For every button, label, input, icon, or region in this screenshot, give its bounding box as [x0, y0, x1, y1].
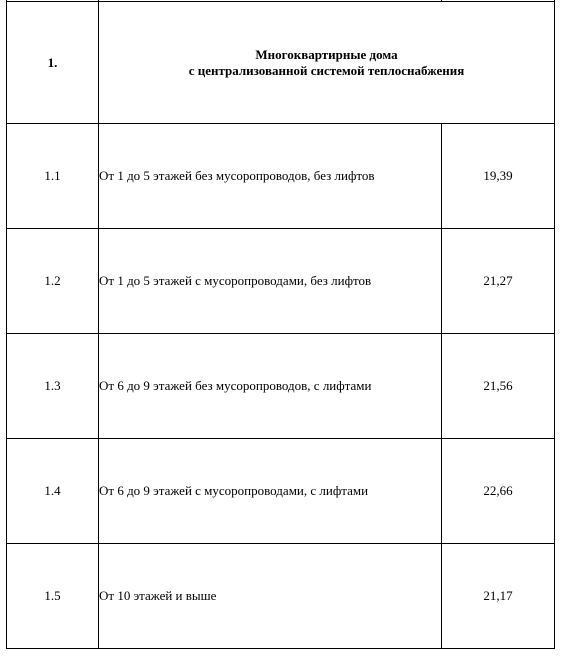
table-row [7, 334, 555, 439]
row-description: От 10 этажей и выше [99, 544, 442, 649]
tariff-table [6, 0, 555, 649]
row-value: 21,17 [442, 544, 555, 649]
section-title [99, 2, 555, 124]
table-row [7, 544, 555, 649]
row-number: 1.1 [7, 124, 99, 229]
row-value: 21,27 [442, 229, 555, 334]
table-row [7, 439, 555, 544]
row-number: 1.2 [7, 229, 99, 334]
row-number: 1.5 [7, 544, 99, 649]
row-description: От 1 до 5 этажей без мусоропроводов, без лифтов [99, 124, 442, 229]
row-description: От 6 до 9 этажей без мусоропроводов, с лифтами [99, 334, 442, 439]
row-value: 21,56 [442, 334, 555, 439]
section-number: 1. [7, 2, 99, 124]
row-value: 19,39 [442, 124, 555, 229]
table-row [7, 124, 555, 229]
row-number: 1.3 [7, 334, 99, 439]
row-description: От 6 до 9 этажей с мусоропроводами, с лифтами [99, 439, 442, 544]
row-value: 22,66 [442, 439, 555, 544]
row-description: От 1 до 5 этажей с мусоропроводами, без лифтов [99, 229, 442, 334]
section-title-line-1: Многоквартирные дома [255, 46, 398, 62]
table-row [7, 229, 555, 334]
section-title-line-2: с централизованной системой теплоснабжения [188, 62, 465, 78]
section-header-row [7, 2, 555, 124]
row-number: 1.4 [7, 439, 99, 544]
